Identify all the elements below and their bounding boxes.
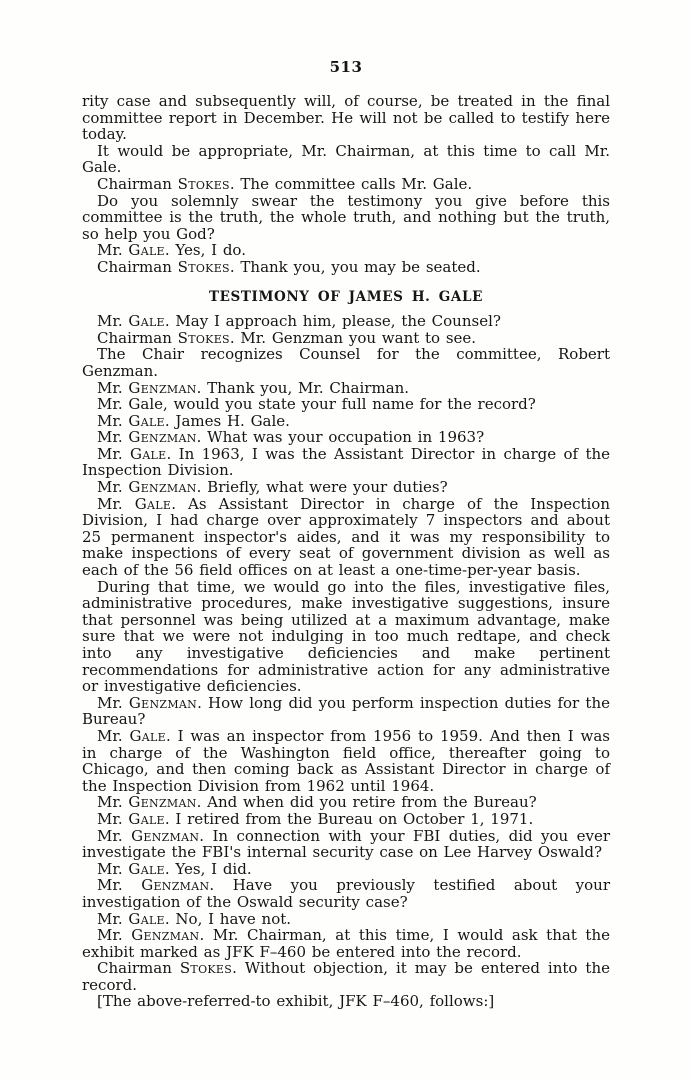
speaker-name: Gale [129, 726, 166, 745]
paragraph-text: . Without objection, it may be entered into the record. [82, 959, 610, 994]
transcript-paragraph [82, 143, 610, 176]
speaker-name: Genzman [131, 826, 200, 845]
transcript-paragraph [82, 828, 610, 861]
paragraph-text: Mr. [97, 909, 129, 928]
transcript-paragraph [82, 313, 610, 330]
paragraph-text: . What was your occupation in 1963? [196, 428, 485, 447]
speaker-name: Gale [134, 494, 172, 513]
transcript-paragraph [82, 911, 610, 928]
paragraph-text: . And when did you retire from the Bureau? [196, 793, 537, 812]
speaker-name: Genzman [128, 428, 197, 447]
paragraph-text: . Have you previously testified about your investigation of the Oswald security case? [82, 876, 610, 911]
transcript-paragraph [82, 193, 610, 243]
paragraph-text: Mr. [97, 478, 129, 497]
speaker-name: Stokes [177, 257, 230, 276]
paragraph-text: Chairman [97, 257, 178, 276]
speaker-name: Gale [128, 411, 165, 430]
paragraph-text: Mr. [97, 826, 132, 845]
paragraph-text: Mr. [97, 241, 129, 260]
paragraph-text: Mr. [97, 876, 142, 895]
transcript-paragraph [82, 396, 610, 413]
transcript-paragraph [82, 479, 610, 496]
page-number: 513 [329, 58, 363, 76]
speaker-name: Gale [128, 909, 165, 928]
transcript-paragraph [82, 496, 610, 579]
speaker-name: Genzman [128, 793, 197, 812]
transcript-paragraph [82, 728, 610, 794]
transcript-paragraph [82, 695, 610, 728]
paragraph-text: Chairman [97, 328, 178, 347]
paragraph-text: . Thank you, you may be seated. [229, 257, 481, 276]
paragraph-text: Mr. [97, 411, 129, 430]
transcript-paragraph [82, 176, 610, 193]
paragraph-text: Mr. [97, 312, 129, 331]
speaker-name: Gale [128, 312, 165, 331]
transcript-paragraph [82, 960, 610, 993]
speaker-name: Genzman [141, 876, 210, 895]
speaker-name: Stokes [177, 328, 230, 347]
transcript-paragraph [82, 861, 610, 878]
paragraph-text: . Briefly, what were your duties? [196, 478, 448, 497]
paragraph-text: [The above-referred-to exhibit, JFK F–460, follows:] [97, 992, 495, 1011]
transcript-paragraph [82, 811, 610, 828]
paragraph-text: . I was an inspector from 1956 to 1959. And then I was in charge of the Washington field office, thereafter going to Chicago, and then coming back as Assistant Director in charge of the Inspection Division from 1962 until 1964. [82, 726, 610, 795]
paragraph-text: The Chair recognizes Counsel for the committee, Robert Genzman. [82, 345, 610, 380]
paragraph-text: Mr. [97, 378, 129, 397]
paragraph-text: . May I approach him, please, the Counsel? [164, 312, 501, 331]
paragraph-text: Mr. [97, 859, 129, 878]
speaker-name: Genzman [128, 478, 197, 497]
transcript-paragraph [82, 413, 610, 430]
paragraph-text: . As Assistant Director in charge of the Inspection Division, I had charge over approximately 7 inspectors and about 25 permanent inspector's aides, and it was my responsibility to make inspections of every seat of government division as well as each of the 56 field offices on at least a one-time-per-year basis. [82, 494, 610, 580]
speaker-name: Gale [128, 241, 165, 260]
speaker-name: Stokes [179, 959, 233, 978]
transcript-paragraph [82, 93, 610, 143]
paragraph-text: . Mr. Genzman you want to see. [229, 328, 477, 347]
transcript-paragraph [82, 927, 610, 960]
paragraph-text: Chairman [97, 959, 180, 978]
transcript-paragraph [82, 259, 610, 276]
paragraph-text: Mr. [97, 494, 135, 513]
paragraph-text: . James H. Gale. [164, 411, 290, 430]
paragraph-text: . Thank you, Mr. Chairman. [196, 378, 410, 397]
transcript-paragraph [82, 346, 610, 379]
paragraph-text: Mr. [97, 693, 129, 712]
paragraph-text: . In connection with your FBI duties, did you ever investigate the FBI's internal security case on Lee Harvey Oswald? [82, 826, 611, 862]
paragraph-text: Mr. [97, 809, 129, 828]
paragraph-text: Mr. [97, 428, 129, 447]
paragraph-text: Mr. [97, 444, 131, 463]
transcript-paragraph [82, 330, 610, 347]
paragraph-text: Mr. [97, 926, 132, 945]
speaker-name: Genzman [128, 378, 197, 397]
transcript-paragraph [82, 877, 610, 910]
paragraph-text: . Yes, I do. [164, 241, 246, 260]
section-heading: TESTIMONY OF JAMES H. GALE [209, 288, 483, 305]
paragraph-text: Chairman [97, 174, 178, 193]
paragraph-text: Mr. [97, 793, 129, 812]
paragraph-text: rity case and subsequently will, of course, be treated in the final committee report in December. He will not be called to testify here today. [82, 92, 610, 144]
paragraph-text: Mr. [97, 726, 130, 745]
transcript-paragraph [82, 429, 610, 446]
paragraph-text: . Mr. Chairman, at this time, I would ask that the exhibit marked as JFK F–460 be entered into the record. [82, 926, 610, 961]
paragraph-text: . I retired from the Bureau on October 1, 1971. [164, 809, 534, 828]
transcript-paragraph [82, 446, 610, 479]
speaker-name: Genzman [128, 693, 198, 712]
transcript-paragraph [82, 242, 610, 259]
paragraph-text: . In 1963, I was the Assistant Director in charge of the Inspection Division. [82, 444, 611, 480]
speaker-name: Genzman [131, 926, 200, 945]
transcript-paragraph [82, 579, 610, 695]
transcript-paragraph [82, 380, 610, 397]
speaker-name: Gale [128, 809, 165, 828]
paragraph-text: It would be appropriate, Mr. Chairman, at this time to call Mr. Gale. [82, 141, 610, 177]
transcript-paragraph [82, 794, 610, 811]
speaker-name: Gale [130, 444, 167, 463]
paragraph-text: . Yes, I did. [164, 859, 252, 878]
paragraph-text: . The committee calls Mr. Gale. [229, 174, 473, 193]
paragraph-text: Do you solemnly swear the testimony you give before this committee is the truth, the whole truth, and nothing but the truth, so help you God? [82, 191, 610, 243]
transcript-paragraph [82, 993, 610, 1010]
paragraph-text: Mr. Gale, would you state your full name for the record? [97, 395, 536, 414]
transcript-body [82, 93, 610, 1010]
speaker-name: Gale [128, 859, 165, 878]
paragraph-text: . How long did you perform inspection duties for the Bureau? [82, 693, 610, 729]
paragraph-text: During that time, we would go into the files, investigative files, administrative procedures, make investigative suggestions, insure that personnel was being utilized at a maximum advantage, make sure that we were not indulging in too much redtape, and check into any investigative deficiencies and make pertinent recommendations for administrative action for any administrative or investigative deficiencies. [82, 577, 610, 696]
speaker-name: Stokes [177, 174, 230, 193]
paragraph-text: . No, I have not. [164, 909, 292, 928]
